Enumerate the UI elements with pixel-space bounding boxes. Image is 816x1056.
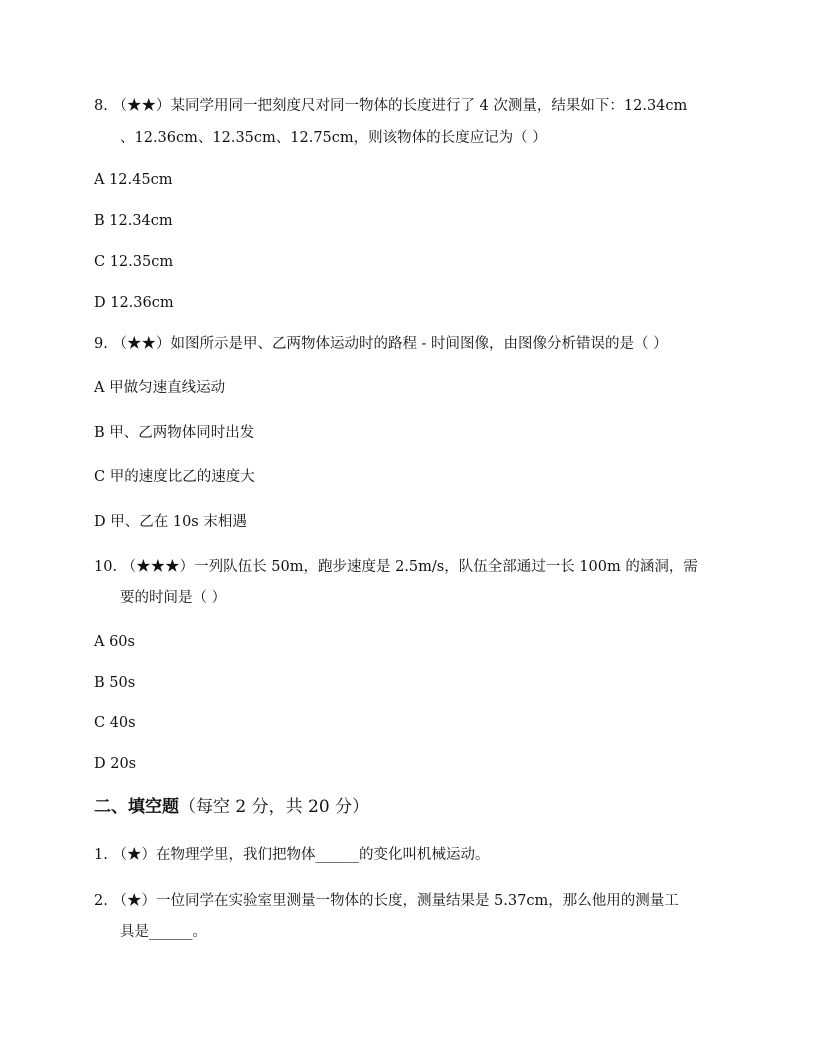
question-9-stem: 9. （★★）如图所示是甲、乙两物体运动时的路程 - 时间图像，由图像分析错误的是（ ） [94, 336, 668, 352]
fill-question-2-line-2: 具是______。 [120, 924, 207, 940]
fill-question-2-line-1: 2. （★）一位同学在实验室里测量一物体的长度，测量结果是 5.37cm，那么他用的测量工 [94, 893, 679, 909]
question-9-option-a: A 甲做匀速直线运动 [94, 380, 226, 396]
question-9-option-b: B 甲、乙两物体同时出发 [94, 425, 255, 441]
question-10-option-d: D 20s [94, 756, 137, 772]
question-9-option-c: C 甲的速度比乙的速度大 [94, 469, 255, 485]
question-10-option-a: A 60s [94, 634, 135, 650]
question-9-option-d: D 甲、乙在 10s 末相遇 [94, 514, 247, 530]
section-note: （每空 2 分，共 20 分） [179, 797, 370, 817]
question-10-option-b: B 50s [94, 675, 136, 691]
question-8-stem-line-2: 、12.36cm、12.35cm、12.75cm，则该物体的长度应记为（ ） [120, 130, 547, 146]
question-10-stem-line-2: 要的时间是（ ） [120, 590, 227, 606]
section-title: 二、填空题 [94, 797, 179, 817]
question-10-option-c: C 40s [94, 715, 136, 731]
question-8-stem-line-1: 8. （★★）某同学用同一把刻度尺对同一物体的长度进行了 4 次测量，结果如下：12.34cm [94, 98, 688, 114]
fill-question-1: 1. （★）在物理学里，我们把物体______的变化叫机械运动。 [94, 847, 490, 863]
question-8-option-c: C 12.35cm [94, 254, 174, 270]
question-10-stem-line-1: 10. （★★★）一列队伍长 50m，跑步速度是 2.5m/s，队伍全部通过一长 100m 的涵洞，需 [94, 559, 698, 575]
question-8-option-a: A 12.45cm [94, 172, 173, 188]
section-heading [94, 796, 369, 818]
question-8-option-d: D 12.36cm [94, 295, 174, 311]
question-8-option-b: B 12.34cm [94, 213, 173, 229]
